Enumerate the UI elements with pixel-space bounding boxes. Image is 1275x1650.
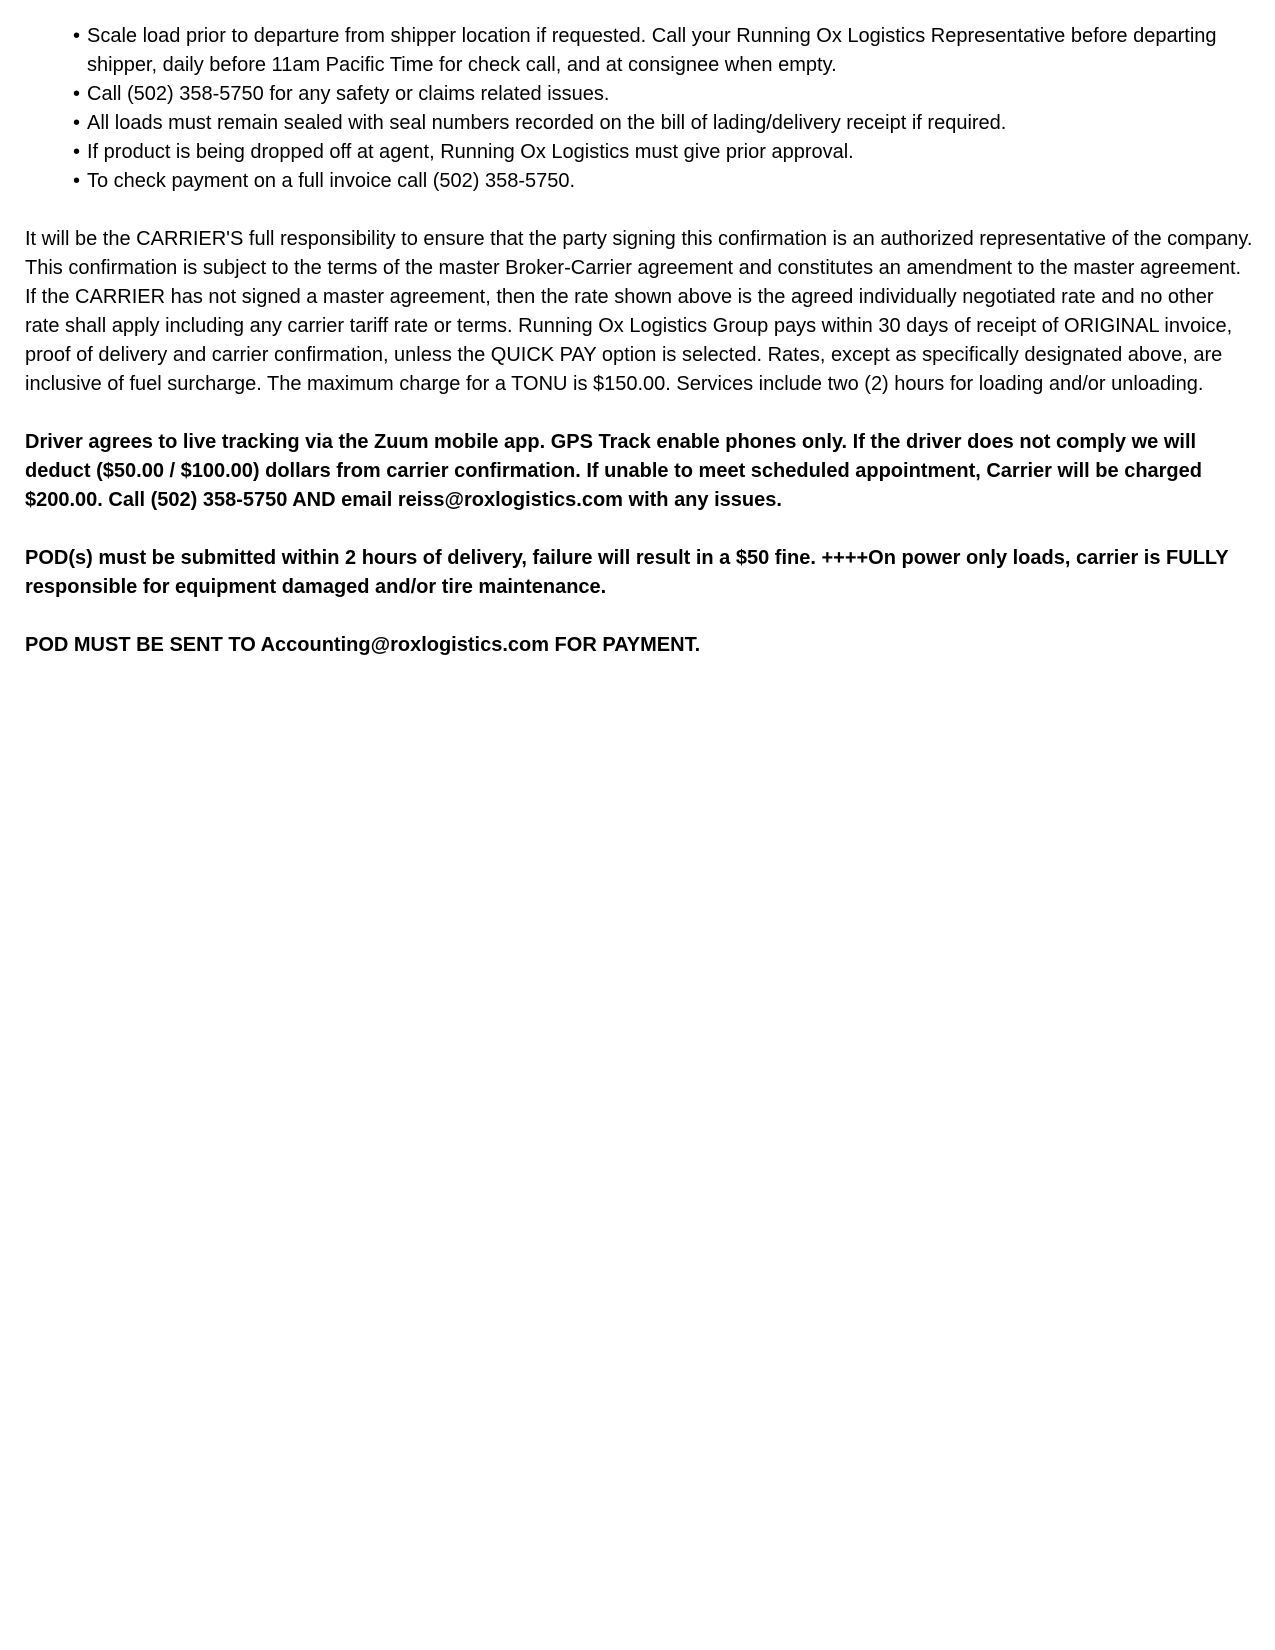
list-item: • Scale load prior to departure from shipper location if requested. Call your Running Ox Logistics Representative before departing shipper, daily before 11am Pacific Time for check call, and at consignee when empty.: [75, 22, 1253, 80]
terms-paragraph: It will be the CARRIER'S full responsibility to ensure that the party signing this confirmation is an authorized representative of the company. This confirmation is subject to the terms of the master Broker-Carrier agreement and constitutes an amendment to the master agreement. If the CARRIER has not signed a master agreement, then the rate shown above is the agreed individually negotiated rate and no other rate shall apply including any carrier tariff rate or terms. Running Ox Logistics Group pays within 30 days of receipt of ORIGINAL invoice, proof of delivery and carrier confirmation, unless the QUICK PAY option is selected. Rates, except as specifically designated above, are inclusive of fuel surcharge. The maximum charge for a TONU is $150.00. Services include two (2) hours for loading and/or unloading.: [25, 228, 1253, 395]
list-item: • All loads must remain sealed with seal numbers recorded on the bill of lading/delivery receipt if required.: [75, 109, 1253, 138]
tracking-paragraph: Driver agrees to live tracking via the Zuum mobile app. GPS Track enable phones only. If the driver does not comply we will deduct ($50.00 / $100.00) dollars from carrier confirmation. If unable to meet scheduled appointment, Carrier will be charged $200.00. Call (502) 358-5750 AND email reiss@roxlogistics.com with any issues.: [25, 431, 1202, 511]
list-item: • To check payment on a full invoice call (502) 358-5750.: [75, 167, 1253, 196]
requirements-list: [25, 22, 1253, 196]
payment-paragraph: POD MUST BE SENT TO Accounting@roxlogistics.com FOR PAYMENT.: [25, 634, 701, 656]
pod-paragraph: POD(s) must be submitted within 2 hours of delivery, failure will result in a $50 fine. ++++On power only loads, carrier is FULLY responsible for equipment damaged and/or tire maintenance.: [25, 547, 1229, 598]
document-page: [25, 22, 1253, 660]
list-item: • Call (502) 358-5750 for any safety or claims related issues.: [75, 80, 1253, 109]
list-item: • If product is being dropped off at agent, Running Ox Logistics must give prior approval.: [75, 138, 1253, 167]
